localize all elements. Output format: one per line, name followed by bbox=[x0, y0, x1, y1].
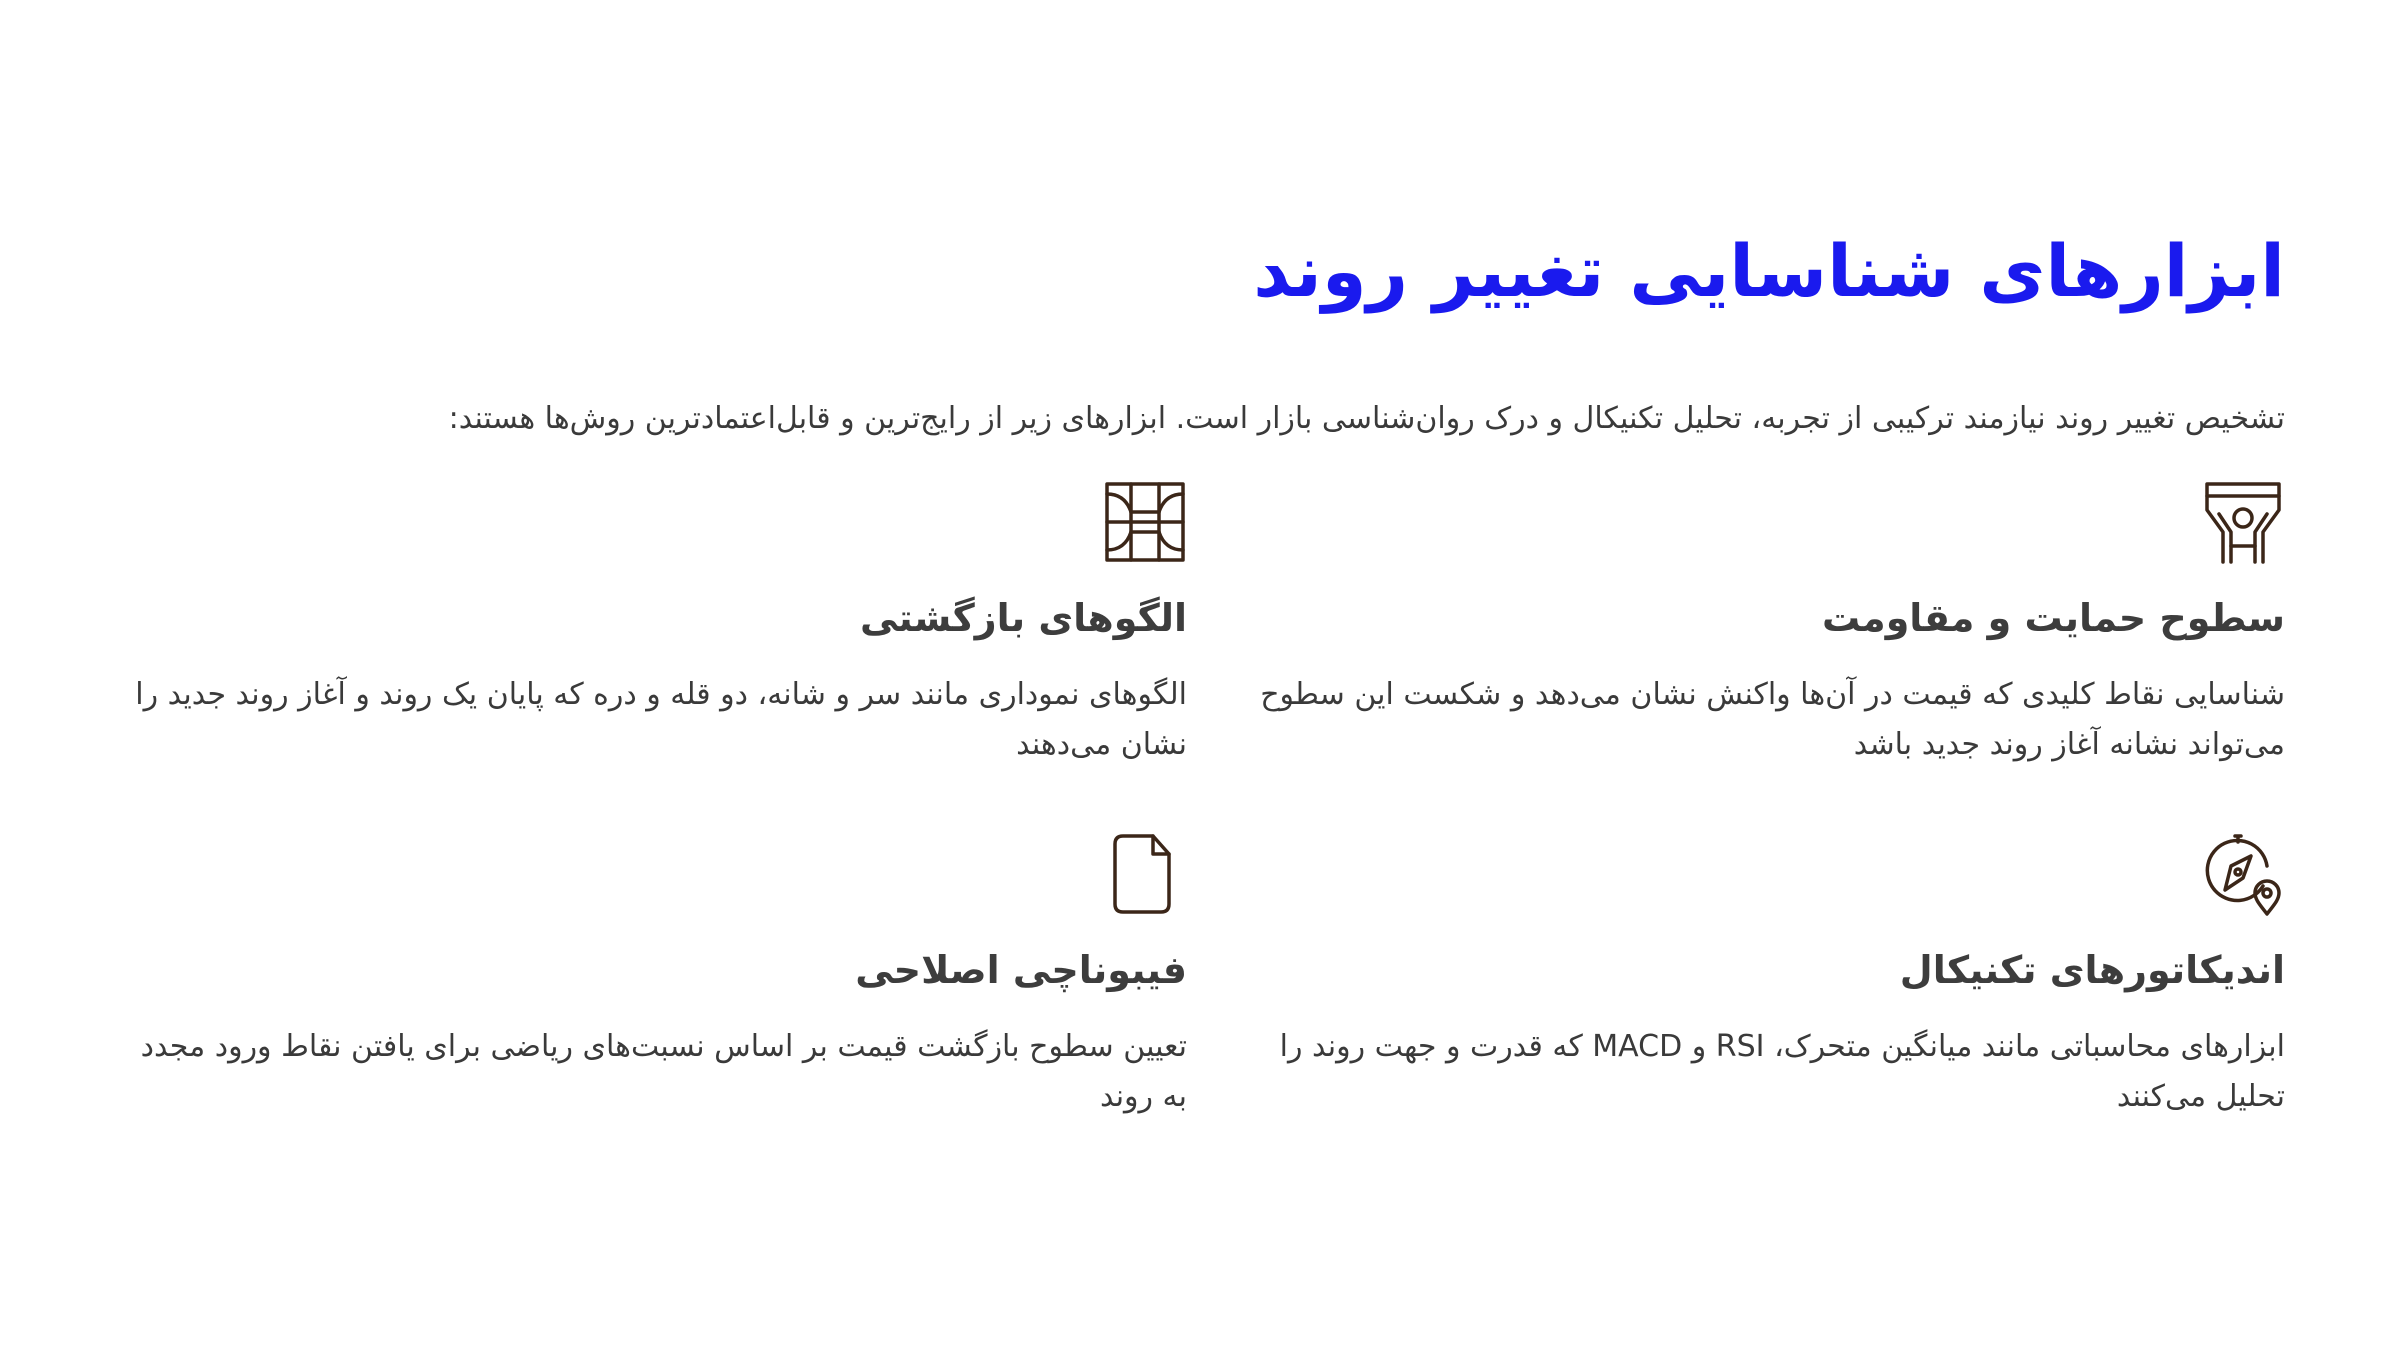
card-description: الگوهای نموداری مانند سر و شانه، دو قله و دره که پایان یک روند و آغاز روند جدید را نشان می‌دهند bbox=[135, 677, 1187, 762]
person-arms-raised-icon bbox=[2201, 480, 2285, 564]
card-title: الگوهای بازگشتی bbox=[859, 596, 1187, 640]
card-title: سطوح حمایت و مقاومت bbox=[1821, 596, 2285, 640]
card-description: شناسایی نقاط کلیدی که قیمت در آن‌ها واکنش نشان می‌دهد و شکست این سطوح می‌تواند نشانه آغاز روند جدید باشد bbox=[1260, 677, 2285, 762]
card-title: اندیکاتورهای تکنیکال bbox=[1899, 948, 2285, 992]
compass-location-icon bbox=[2201, 832, 2285, 916]
card-description: تعیین سطوح بازگشت قیمت بر اساس نسبت‌های ریاضی برای یافتن نقاط ورود مجدد به روند bbox=[140, 1029, 1187, 1114]
card-description: ابزارهای محاسباتی مانند میانگین متحرک، RSI و MACD که قدرت و جهت روند را تحلیل می‌کنند bbox=[1279, 1029, 2285, 1114]
pattern-grid-icon bbox=[1103, 480, 1187, 564]
document-icon bbox=[1103, 832, 1187, 916]
intro-text: تشخیص تغییر روند نیازمند ترکیبی از تجربه، تحلیل تکنیکال و درک روان‌شناسی بازار است. ابزارهای زیر از رایج‌ترین و قابل‌اعتمادترین روش‌ها هستند: bbox=[448, 401, 2285, 436]
card-title: فیبوناچی اصلاحی bbox=[855, 948, 1187, 992]
page-title: ابزارهای شناسایی تغییر روند bbox=[1253, 229, 2285, 313]
